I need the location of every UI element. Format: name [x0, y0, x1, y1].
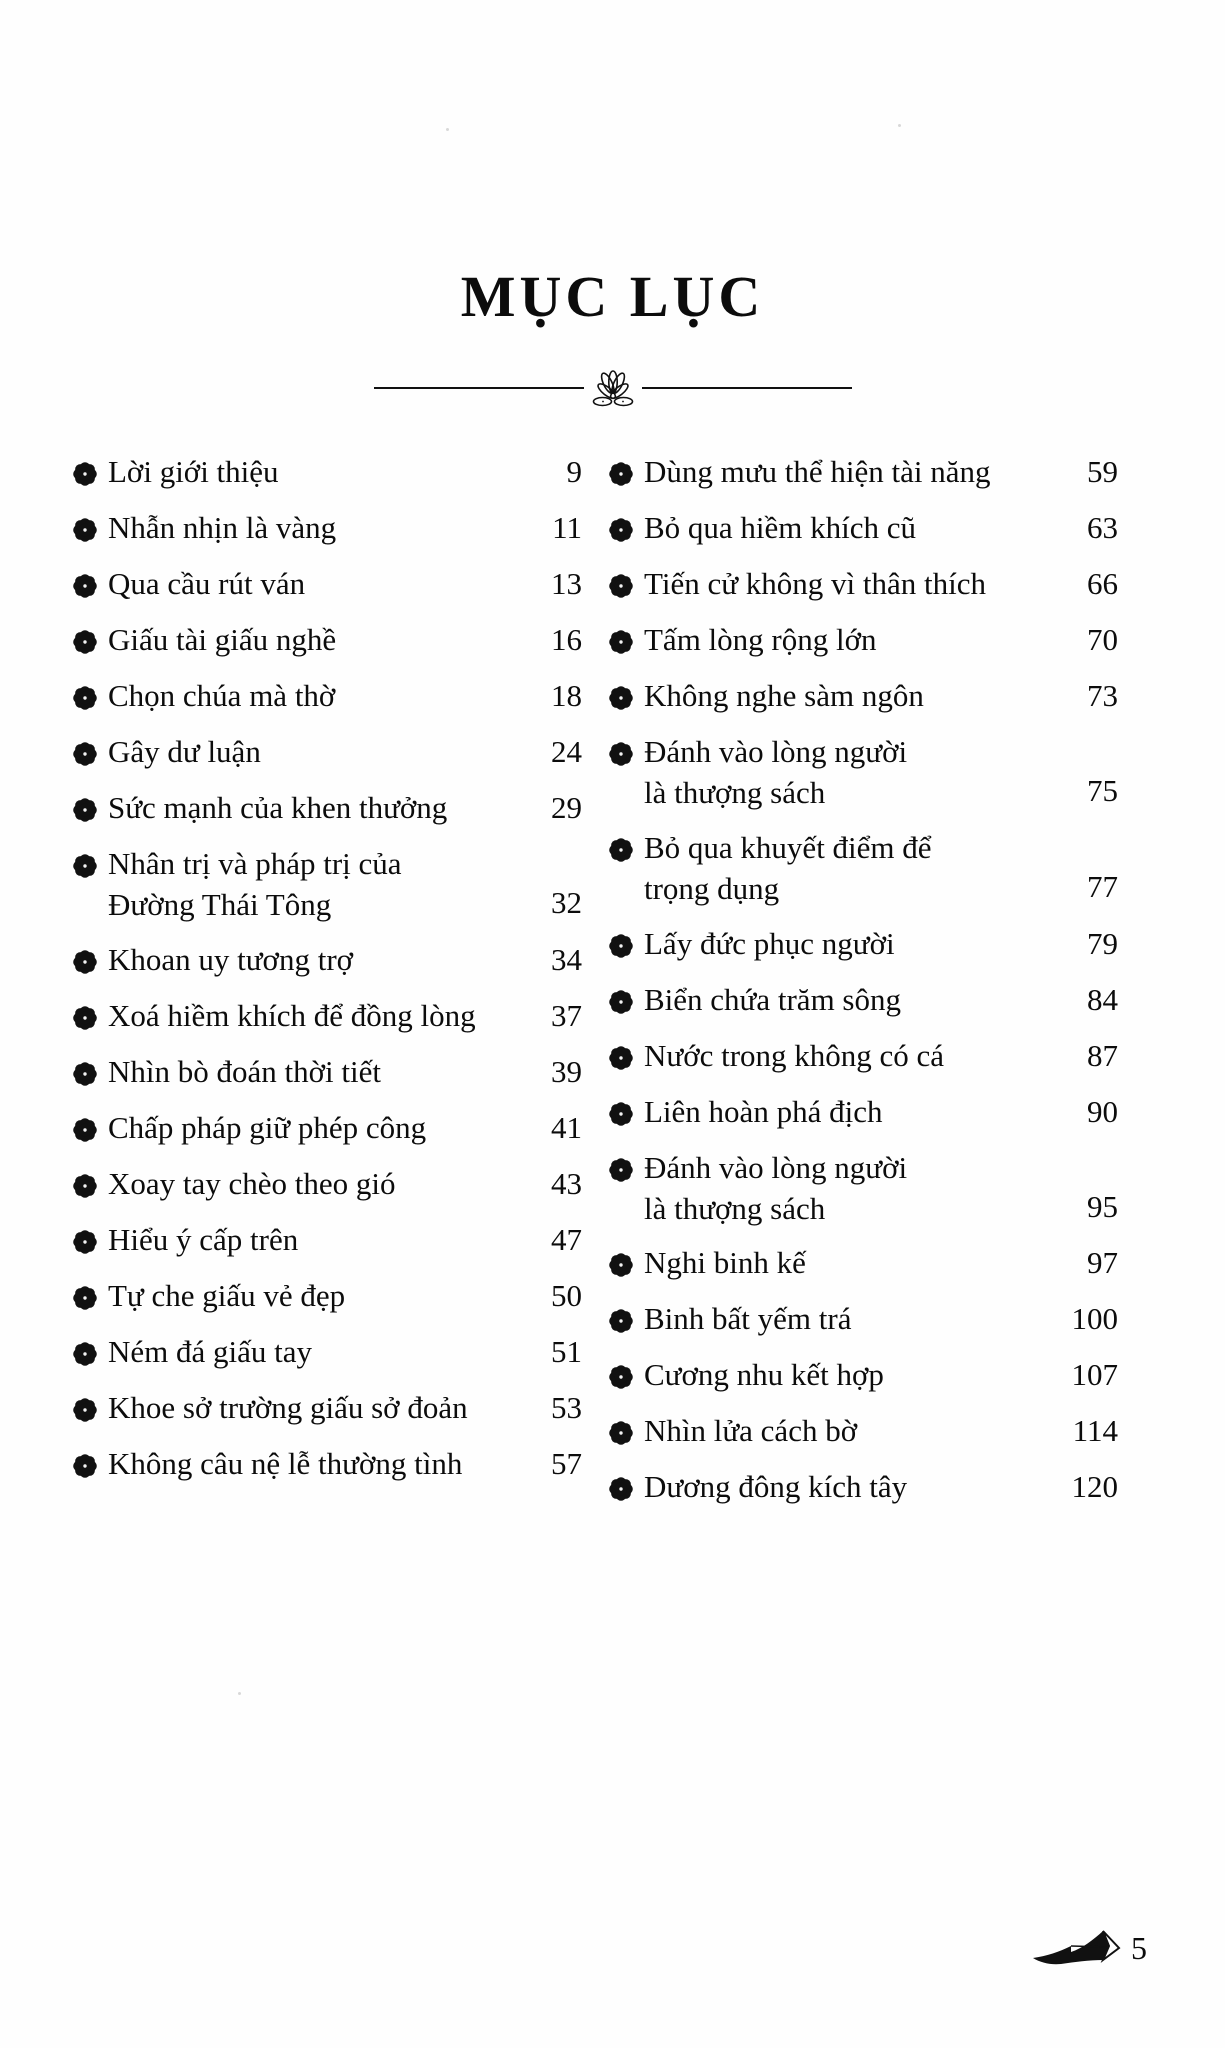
- toc-entry-title: Bỏ qua khuyết điểm để trọng dụng: [644, 828, 1056, 910]
- toc-entry-title: Lấy đức phục người: [644, 925, 895, 961]
- flower-rosette-bullet-icon: [608, 1157, 634, 1183]
- toc-columns: [0, 452, 1225, 1812]
- toc-entry-title: Nhân trị và pháp trị của Đường Thái Tông: [108, 844, 520, 926]
- flower-rosette-bullet-icon: [608, 1420, 634, 1446]
- toc-entry-page-number: 11: [552, 510, 582, 545]
- toc-entry[interactable]: [608, 1092, 1118, 1134]
- toc-entry-page-number: 63: [1087, 510, 1118, 545]
- toc-entry-title: Nhìn lửa cách bờ: [644, 1413, 858, 1449]
- toc-entry-page-number: 97: [1087, 1245, 1118, 1281]
- toc-entry-page-number: 18: [551, 678, 582, 713]
- toc-entry-page-number: 107: [1071, 1357, 1118, 1393]
- toc-entry[interactable]: [72, 1052, 582, 1094]
- toc-entry-page-number: 59: [1087, 454, 1118, 489]
- toc-entry-title: Giấu tài giấu nghề: [108, 622, 337, 657]
- flower-rosette-bullet-icon: [608, 1364, 634, 1390]
- toc-entry-page-number: 9: [566, 454, 582, 489]
- toc-entry-title: Ném đá giấu tay: [108, 1333, 313, 1369]
- flower-rosette-bullet-icon: [608, 1101, 634, 1127]
- toc-entry-page-number: 37: [551, 997, 582, 1033]
- flower-rosette-bullet-icon: [72, 853, 98, 879]
- toc-entry-title: Dùng mưu thể hiện tài năng: [644, 454, 991, 489]
- flower-rosette-bullet-icon: [72, 461, 98, 487]
- toc-entry-title: Không nghe sàm ngôn: [644, 678, 924, 713]
- scan-speck: [446, 128, 449, 131]
- toc-entry-page-number: 47: [551, 1221, 582, 1257]
- flower-rosette-bullet-icon: [608, 573, 634, 599]
- toc-entry-title: Nhìn bò đoán thời tiết: [108, 1053, 381, 1089]
- toc-entry-title: Dương đông kích tây: [644, 1469, 908, 1505]
- toc-entry-title-line2: là thượng sách: [644, 774, 826, 810]
- toc-entry-page-number: 43: [551, 1165, 582, 1201]
- toc-entry[interactable]: [608, 1243, 1118, 1285]
- toc-entry[interactable]: [608, 732, 1118, 814]
- toc-entry-title: Đánh vào lòng người là thượng sách: [644, 1148, 1056, 1230]
- toc-entry[interactable]: [72, 996, 582, 1038]
- page-title-block: [0, 264, 1225, 329]
- toc-entry-page-number: 66: [1087, 566, 1118, 601]
- flower-rosette-bullet-icon: [72, 1005, 98, 1031]
- swallow-bird-ornament-icon: [1031, 1926, 1127, 1970]
- toc-entry-title: Nhẫn nhịn là vàng: [108, 510, 337, 545]
- toc-entry[interactable]: [72, 1332, 582, 1374]
- ornament-divider: [0, 368, 1225, 408]
- toc-entry-page-number: 16: [551, 622, 582, 657]
- toc-entry[interactable]: [72, 564, 582, 606]
- toc-entry[interactable]: [72, 676, 582, 718]
- flower-rosette-bullet-icon: [608, 461, 634, 487]
- toc-entry[interactable]: [608, 1036, 1118, 1078]
- toc-entry-title-line2: Đường Thái Tông: [108, 886, 332, 922]
- page-footer: [1031, 1926, 1147, 1970]
- toc-entry[interactable]: [72, 508, 582, 550]
- toc-entry-title: Hiểu ý cấp trên: [108, 1221, 299, 1257]
- toc-entry-page-number: 29: [551, 790, 582, 825]
- toc-entry-page-number: 13: [551, 566, 582, 601]
- scan-speck: [898, 124, 901, 127]
- toc-entry-title: Đánh vào lòng người là thượng sách: [644, 732, 1056, 814]
- toc-entry-page-number: 41: [551, 1109, 582, 1145]
- divider-rule-left: [374, 387, 584, 389]
- toc-entry[interactable]: [72, 1220, 582, 1262]
- toc-column-left: [72, 452, 582, 1500]
- flower-rosette-bullet-icon: [608, 1308, 634, 1334]
- flower-rosette-bullet-icon: [608, 1252, 634, 1278]
- toc-entry[interactable]: [72, 1108, 582, 1150]
- toc-entry[interactable]: [608, 1355, 1118, 1397]
- flower-rosette-bullet-icon: [608, 517, 634, 543]
- flower-rosette-bullet-icon: [608, 989, 634, 1015]
- toc-entry-page-number: 57: [551, 1445, 582, 1481]
- toc-entry[interactable]: [608, 828, 1118, 910]
- toc-entry-page-number: 100: [1071, 1301, 1118, 1337]
- flower-rosette-bullet-icon: [608, 1476, 634, 1502]
- toc-entry-title: Biển chứa trăm sông: [644, 981, 901, 1017]
- flower-rosette-bullet-icon: [72, 1173, 98, 1199]
- flower-rosette-bullet-icon: [608, 629, 634, 655]
- footer-page-number: 5: [1131, 1929, 1147, 1966]
- flower-rosette-bullet-icon: [72, 573, 98, 599]
- toc-entry-title: Tự che giấu vẻ đẹp: [108, 1277, 346, 1313]
- flower-rosette-bullet-icon: [608, 741, 634, 767]
- toc-entry[interactable]: [72, 844, 582, 926]
- toc-entry[interactable]: [608, 1299, 1118, 1341]
- flower-rosette-bullet-icon: [608, 933, 634, 959]
- toc-entry-page-number: 120: [1071, 1469, 1118, 1505]
- flower-rosette-bullet-icon: [72, 685, 98, 711]
- flower-rosette-bullet-icon: [72, 1285, 98, 1311]
- flower-rosette-bullet-icon: [72, 1397, 98, 1423]
- toc-entry-title: Bỏ qua hiềm khích cũ: [644, 510, 917, 545]
- toc-entry-page-number: 114: [1072, 1413, 1118, 1449]
- toc-entry-page-number: 77: [1087, 868, 1118, 904]
- toc-entry[interactable]: [608, 1148, 1118, 1230]
- flower-rosette-bullet-icon: [72, 741, 98, 767]
- toc-entry-page-number: 34: [551, 941, 582, 977]
- toc-entry[interactable]: [608, 1467, 1118, 1509]
- toc-entry[interactable]: [72, 1164, 582, 1206]
- toc-entry-page-number: 53: [551, 1389, 582, 1425]
- toc-entry-title: Xoá hiềm khích để đồng lòng: [108, 997, 476, 1033]
- toc-entry-title: Binh bất yếm trá: [644, 1301, 852, 1337]
- toc-entry-title: Khoe sở trường giấu sở đoản: [108, 1389, 468, 1425]
- flower-rosette-bullet-icon: [72, 1453, 98, 1479]
- toc-entry-page-number: 84: [1087, 981, 1118, 1017]
- toc-entry[interactable]: [608, 1411, 1118, 1453]
- toc-entry[interactable]: [72, 1276, 582, 1318]
- toc-entry-page-number: 79: [1087, 925, 1118, 961]
- toc-entry[interactable]: [72, 1444, 582, 1486]
- flower-rosette-bullet-icon: [72, 629, 98, 655]
- toc-entry[interactable]: [608, 620, 1118, 662]
- toc-entry-page-number: 70: [1087, 622, 1118, 657]
- toc-entry[interactable]: [608, 980, 1118, 1022]
- toc-entry[interactable]: [72, 940, 582, 982]
- toc-entry-page-number: 39: [551, 1053, 582, 1089]
- toc-entry-title: Chấp pháp giữ phép công: [108, 1109, 427, 1145]
- toc-entry-title: Không câu nệ lễ thường tình: [108, 1445, 463, 1481]
- toc-entry-page-number: 75: [1087, 772, 1118, 808]
- toc-entry-page-number: 87: [1087, 1037, 1118, 1073]
- flower-rosette-bullet-icon: [72, 1061, 98, 1087]
- toc-entry-page-number: 32: [551, 884, 582, 920]
- flower-rosette-bullet-icon: [72, 517, 98, 543]
- toc-entry[interactable]: [72, 452, 582, 494]
- toc-entry-title: Qua cầu rút ván: [108, 566, 306, 601]
- toc-entry-title-line2: là thượng sách: [644, 1190, 826, 1226]
- toc-entry[interactable]: [72, 620, 582, 662]
- flower-rosette-bullet-icon: [72, 1117, 98, 1143]
- floral-leaf-ornament-icon: [582, 368, 644, 408]
- toc-entry-title: Xoay tay chèo theo gió: [108, 1165, 396, 1201]
- scan-speck: [238, 1692, 241, 1695]
- toc-entry-title: Nước trong không có cá: [644, 1037, 945, 1073]
- toc-entry[interactable]: [608, 676, 1118, 718]
- toc-entry-title: Tiến cử không vì thân thích: [644, 566, 986, 601]
- flower-rosette-bullet-icon: [72, 949, 98, 975]
- toc-entry[interactable]: [72, 1388, 582, 1430]
- toc-entry-title: Chọn chúa mà thờ: [108, 678, 336, 713]
- toc-entry-title: Liên hoàn phá địch: [644, 1093, 883, 1129]
- toc-entry-page-number: 73: [1087, 678, 1118, 713]
- toc-entry-title: Cương nhu kết hợp: [644, 1357, 884, 1393]
- flower-rosette-bullet-icon: [72, 797, 98, 823]
- toc-entry-title: Tấm lòng rộng lớn: [644, 622, 877, 657]
- toc-entry-title: Nghi binh kế: [644, 1245, 806, 1281]
- flower-rosette-bullet-icon: [72, 1341, 98, 1367]
- toc-entry-title: Sức mạnh của khen thưởng: [108, 790, 448, 825]
- toc-entry-title: Gây dư luận: [108, 734, 261, 769]
- toc-entry[interactable]: [72, 788, 582, 830]
- flower-rosette-bullet-icon: [608, 1045, 634, 1071]
- page-title: MỤC LỤC: [460, 264, 765, 329]
- toc-entry-title: Khoan uy tương trợ: [108, 941, 354, 977]
- toc-entry-page-number: 51: [551, 1333, 582, 1369]
- divider-rule-right: [642, 387, 852, 389]
- toc-entry[interactable]: [608, 564, 1118, 606]
- toc-entry-page-number: 95: [1087, 1188, 1118, 1224]
- flower-rosette-bullet-icon: [608, 685, 634, 711]
- toc-entry[interactable]: [608, 924, 1118, 966]
- toc-entry-page-number: 24: [551, 734, 582, 769]
- toc-entry[interactable]: [608, 452, 1118, 494]
- flower-rosette-bullet-icon: [608, 837, 634, 863]
- toc-entry-page-number: 90: [1087, 1093, 1118, 1129]
- toc-entry-page-number: 50: [551, 1277, 582, 1313]
- toc-entry-title: Lời giới thiệu: [108, 454, 279, 489]
- toc-column-right: [608, 452, 1118, 1523]
- toc-entry-title-line2: trọng dụng: [644, 870, 780, 906]
- toc-entry[interactable]: [72, 732, 582, 774]
- flower-rosette-bullet-icon: [72, 1229, 98, 1255]
- toc-entry[interactable]: [608, 508, 1118, 550]
